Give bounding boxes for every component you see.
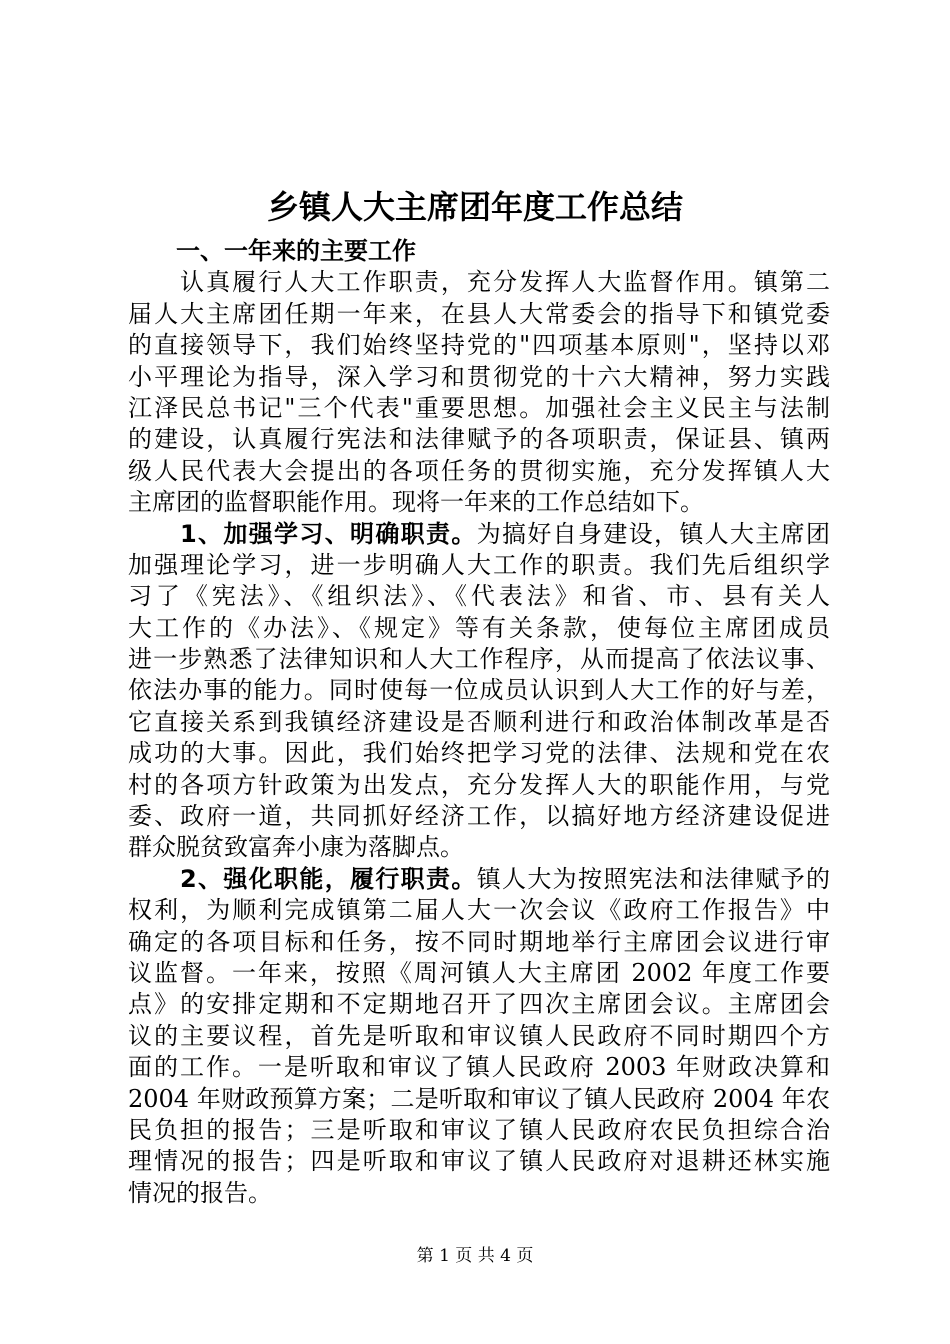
paragraph-line: 认真履行人大工作职责，充分发挥人大监督作用。镇第二 <box>180 268 830 297</box>
intro-paragraph <box>128 267 830 518</box>
paragraph-line: 习了《宪法》、《组织法》、《代表法》和省、市、县有关人 <box>128 582 830 611</box>
paragraph-line: 点》的安排定期和不定期地召开了四次主席团会议。主席团会 <box>128 990 830 1019</box>
document-body <box>128 236 830 1209</box>
paragraph-line: 主席团的监督职能作用。现将一年来的工作总结如下。 <box>128 488 704 517</box>
point-1-paragraph <box>128 519 830 864</box>
paragraph-line: 依法办事的能力。同时使每一位成员认识到人大工作的好与差， <box>128 676 830 705</box>
paragraph-line: 理情况的报告；四是听取和审议了镇人民政府对退耕还林实施 <box>128 1147 830 1176</box>
paragraph-line: 权利，为顺利完成镇第二届人大一次会议《政府工作报告》中 <box>128 896 830 925</box>
paragraph-line: 的建设，认真履行宪法和法律赋予的各项职责，保证县、镇两 <box>128 425 830 454</box>
paragraph-line: 它直接关系到我镇经济建设是否顺利进行和政治体制改革是否 <box>128 707 830 736</box>
paragraph-line: 情况的报告。 <box>128 1178 272 1207</box>
paragraph-line <box>128 519 830 550</box>
paragraph-line: 级人民代表大会提出的各项任务的贯彻实施，充分发挥镇人大 <box>128 456 830 485</box>
section-heading: 一、一年来的主要工作 <box>176 237 416 265</box>
point-2-heading: 2、强化职能，履行职责。 <box>180 864 477 893</box>
point-1-heading: 1、加强学习、明确职责。 <box>180 519 477 548</box>
paragraph-line: 议的主要议程，首先是听取和审议镇人民政府不同时期四个方 <box>128 1021 830 1050</box>
paragraph-line: 民负担的报告；三是听取和审议了镇人民政府农民负担综合治 <box>128 1115 830 1144</box>
paragraph-line: 大工作的《办法》、《规定》等有关条款，使每位主席团成员 <box>128 613 830 642</box>
paragraph-line: 2004 年财政预算方案；二是听取和审议了镇人民政府 2004 年农 <box>128 1084 830 1113</box>
point-1-first-text: 为搞好自身建设，镇人大主席团 <box>476 519 831 548</box>
paragraph-line: 小平理论为指导，深入学习和贯彻党的十六大精神，努力实践 <box>128 362 830 391</box>
point-2-paragraph <box>128 864 830 1209</box>
point-2-first-text: 镇人大为按照宪法和法律赋予的 <box>476 864 831 893</box>
paragraph-line: 群众脱贫致富奔小康为落脚点。 <box>128 833 464 862</box>
paragraph-line: 的直接领导下，我们始终坚持党的"四项基本原则"，坚持以邓 <box>128 331 830 360</box>
paragraph-line: 面的工作。一是听取和审议了镇人民政府 2003 年财政决算和 <box>128 1053 830 1082</box>
page-number-footer: 第 1 页 共 4 页 <box>416 1246 534 1266</box>
paragraph-line: 成功的大事。因此，我们始终把学习党的法律、法规和党在农 <box>128 739 830 768</box>
paragraph-line: 确定的各项目标和任务，按不同时期地举行主席团会议进行审 <box>128 927 830 956</box>
paragraph-line: 议监督。一年来，按照《周河镇人大主席团 2002 年度工作要 <box>128 958 830 987</box>
paragraph-line: 加强理论学习，进一步明确人大工作的职责。我们先后组织学 <box>128 550 830 579</box>
paragraph-line: 委、政府一道，共同抓好经济工作，以搞好地方经济建设促进 <box>128 802 830 831</box>
paragraph-line: 进一步熟悉了法律知识和人大工作程序，从而提高了依法议事、 <box>128 645 830 674</box>
document-title: 乡镇人大主席团年度工作总结 <box>266 188 683 226</box>
paragraph-line: 届人大主席团任期一年来，在县人大常委会的指导下和镇党委 <box>128 299 830 328</box>
paragraph-line: 村的各项方针政策为出发点，充分发挥人大的职能作用，与党 <box>128 770 830 799</box>
paragraph-line <box>128 864 830 895</box>
paragraph-line: 江泽民总书记"三个代表"重要思想。加强社会主义民主与法制 <box>128 393 830 422</box>
